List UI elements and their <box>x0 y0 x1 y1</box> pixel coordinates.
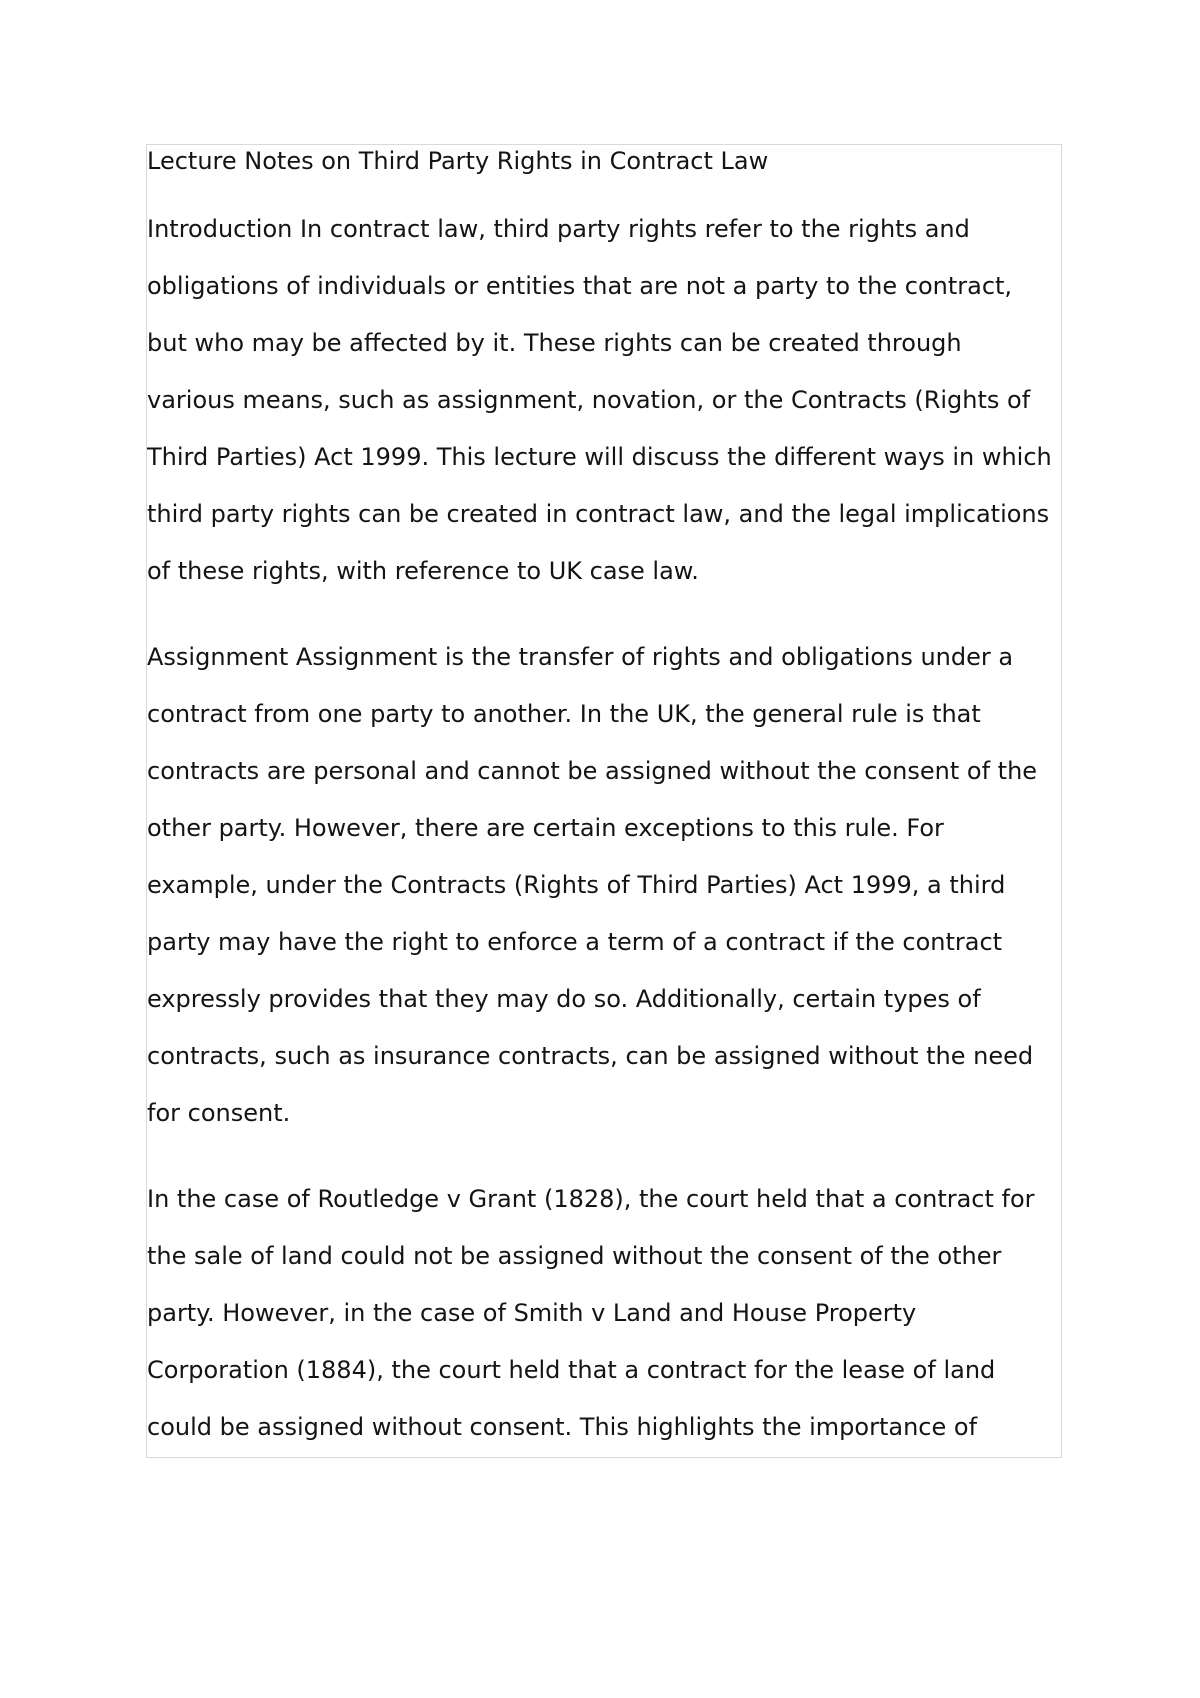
document-title: Lecture Notes on Third Party Rights in Contract Law <box>147 147 769 175</box>
paragraph-case-law: In the case of Routledge v Grant (1828), the court held that a contract for the sale of land could not be assigned without the consent of the other party. However, in the case of Smith v Land and House Property Corporation (1884), the court held that a contract for the lease of land could be assigned without consent. This highlights the importance of <box>147 1185 1035 1441</box>
paragraph-assignment: Assignment Assignment is the transfer of rights and obligations under a contract from one party to another. In the UK, the general rule is that contracts are personal and cannot be assigned without the consent of the other party. However, there are certain exceptions to this rule. For example, under the Contracts (Rights of Third Parties) Act 1999, a third party may have the right to enforce a term of a contract if the contract expressly provides that they may do so. Additionally, certain types of contracts, such as insurance contracts, can be assigned without the need for consent. <box>147 643 1038 1127</box>
document-body <box>147 145 1061 1456</box>
document-page <box>146 144 1062 1458</box>
paragraph-introduction: Introduction In contract law, third party rights refer to the rights and obligations of individuals or entities that are not a party to the contract, but who may be affected by it. These rights can be created through various means, such as assignment, novation, or the Contracts (Rights of Third Parties) Act 1999. This lecture will discuss the different ways in which third party rights can be created in contract law, and the legal implications of these rights, with reference to UK case law. <box>147 215 1052 585</box>
